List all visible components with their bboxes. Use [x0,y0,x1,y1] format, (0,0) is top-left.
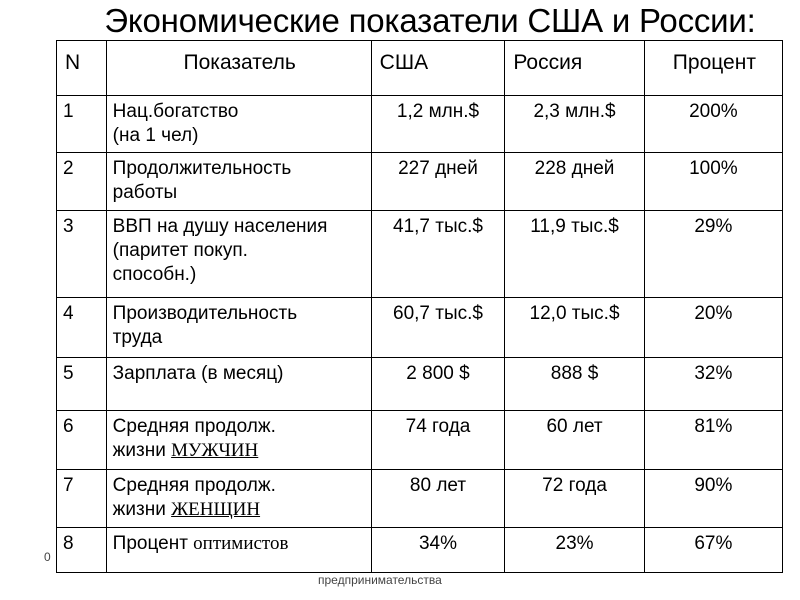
percent-value: 29% [644,211,782,298]
percent-value: 67% [644,528,782,573]
usa-value: 41,7 тыс.$ [371,211,505,298]
table-row [57,96,783,153]
russia-value: 2,3 млн.$ [505,96,644,153]
background-text-fragment: 0 [44,550,51,564]
page-title: Экономические показатели США и России: [104,2,756,39]
table-row [57,211,783,298]
usa-value: 1,2 млн.$ [371,96,505,153]
column-header-russia: Россия [505,41,644,96]
percent-value: 100% [644,153,782,211]
row-number: 5 [57,358,107,411]
table-row [57,298,783,358]
indicator-label: Средняя продолж. жизни МУЖЧИН [106,411,371,470]
usa-value: 80 лет [371,470,505,528]
column-header-percent: Процент [644,41,782,96]
row-number: 3 [57,211,107,298]
usa-value: 74 года [371,411,505,470]
russia-value: 888 $ [505,358,644,411]
russia-value: 11,9 тыс.$ [505,211,644,298]
table-row [57,528,783,573]
russia-value: 72 года [505,470,644,528]
indicator-label: Зарплата (в месяц) [106,358,371,411]
table-row [57,153,783,211]
indicator-label: Продолжительность работы [106,153,371,211]
row-number: 1 [57,96,107,153]
usa-value: 2 800 $ [371,358,505,411]
table-row [57,411,783,470]
russia-value: 228 дней [505,153,644,211]
percent-value: 81% [644,411,782,470]
indicator-label: Процент оптимистов [106,528,371,573]
percent-value: 32% [644,358,782,411]
row-number: 7 [57,470,107,528]
optimists-word: оптимистов [193,533,289,554]
column-header-usa: США [371,41,505,96]
usa-value: 227 дней [371,153,505,211]
table-row [57,358,783,411]
row-number: 6 [57,411,107,470]
row-number: 2 [57,153,107,211]
indicators-table [56,40,783,573]
row-number: 4 [57,298,107,358]
percent-value: 90% [644,470,782,528]
emphasis-men: МУЖЧИН [171,440,259,461]
russia-value: 12,0 тыс.$ [505,298,644,358]
percent-value: 20% [644,298,782,358]
emphasis-women: ЖЕНЩИН [171,499,261,520]
percent-value: 200% [644,96,782,153]
column-header-indicator: Показатель [106,41,371,96]
column-header-n: N [57,41,107,96]
russia-value: 60 лет [505,411,644,470]
usa-value: 34% [371,528,505,573]
usa-value: 60,7 тыс.$ [371,298,505,358]
background-text-fragment: предпринимательства [318,573,442,587]
table-row [57,470,783,528]
row-number: 8 [57,528,107,573]
indicator-label: Нац.богатство (на 1 чел) [106,96,371,153]
indicator-label: ВВП на душу населения (паритет покуп. способн.) [106,211,371,298]
table-header-row [57,41,783,96]
indicator-label: Производительность труда [106,298,371,358]
russia-value: 23% [505,528,644,573]
indicator-label: Средняя продолж. жизни ЖЕНЩИН [106,470,371,528]
